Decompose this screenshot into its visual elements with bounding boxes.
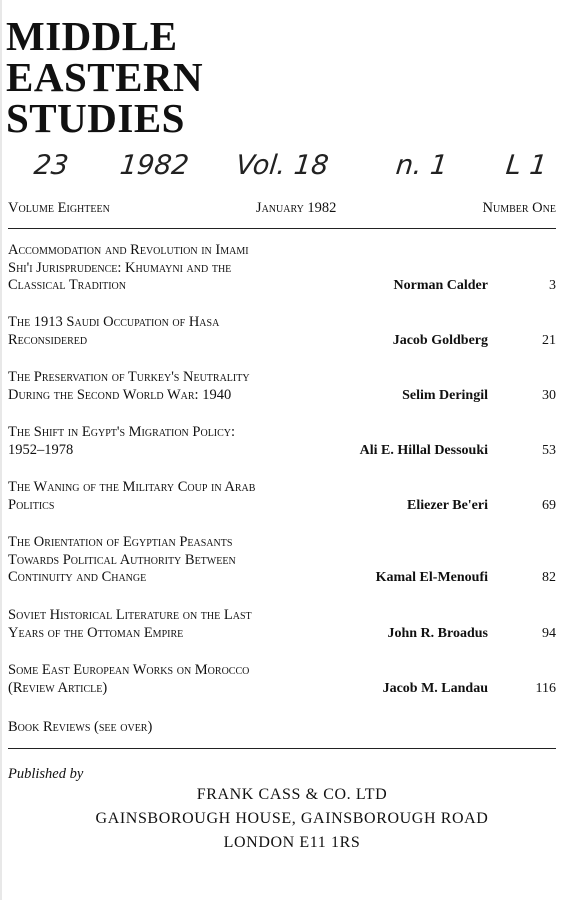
article-page: 30 — [542, 387, 556, 403]
toc-entry — [8, 479, 568, 514]
article-author: Selim Deringil — [402, 387, 488, 403]
article-page: 82 — [542, 570, 556, 585]
publisher-city: LONDON E11 1RS — [223, 834, 361, 851]
article-author: Jacob Goldberg — [392, 332, 488, 348]
article-title: Soviet Historical Literature on the Last Years of the Ottoman Empire — [8, 607, 252, 641]
journal-title — [6, 13, 204, 141]
article-page: 116 — [535, 680, 556, 696]
toc-entry — [8, 662, 568, 697]
handwritten-note-part: L 1 — [504, 150, 549, 181]
journal-title-line: EASTERN — [6, 54, 204, 100]
article-title: The Shift in Egypt's Migration Policy: 1952–1978 — [8, 424, 236, 458]
book-reviews-note: Book Reviews (see over) — [8, 719, 153, 735]
toc-entry — [8, 242, 568, 295]
article-title: Accommodation and Revolution in Imami Shi'i Jurisprudence: Khumayni and the Classical Tradition — [8, 242, 249, 293]
article-author: Eliezer Be'eri — [407, 497, 488, 513]
article-page: 94 — [542, 625, 556, 641]
issue-number: Number One — [482, 200, 556, 216]
article-page: 3 — [549, 278, 556, 293]
article-title: The 1913 Saudi Occupation of Hasa Reconsidered — [8, 314, 220, 348]
volume-label: Volume Eighteen — [8, 200, 110, 216]
article-page: 53 — [542, 442, 556, 458]
publisher-name: FRANK CASS & CO. LTD — [196, 786, 388, 803]
journal-title-line: STUDIES — [6, 95, 185, 141]
handwritten-note — [0, 150, 584, 190]
publisher-address: GAINSBOROUGH HOUSE, GAINSBOROUGH ROAD — [95, 810, 489, 827]
article-page: 69 — [542, 497, 556, 513]
divider — [8, 228, 556, 229]
journal-title-line: MIDDLE — [6, 13, 178, 59]
toc-entry — [8, 607, 568, 642]
article-title: The Orientation of Egyptian Peasants Towards Political Authority Between Continuity and Change — [8, 534, 236, 585]
toc-entry — [8, 424, 568, 459]
handwritten-note-part: Vol. 18 — [234, 150, 331, 181]
issue-line — [8, 200, 556, 217]
toc-entry — [8, 369, 568, 404]
article-title: Some East European Works on Morocco (Review Article) — [8, 662, 250, 696]
article-author: John R. Broadus — [387, 625, 488, 641]
article-author: Ali E. Hillal Dessouki — [359, 442, 488, 458]
article-title: The Waning of the Military Coup in Arab Politics — [8, 479, 256, 513]
published-by-label: Published by — [8, 766, 84, 782]
handwritten-note-part: 23 — [32, 150, 70, 181]
issue-date: January 1982 — [255, 200, 337, 216]
article-page: 21 — [542, 332, 556, 348]
article-author: Kamal El-Menoufi — [375, 570, 488, 585]
handwritten-note-part: 1982 — [118, 150, 191, 181]
toc-entry — [8, 534, 568, 587]
article-author: Jacob M. Landau — [382, 680, 488, 696]
toc-entry — [8, 314, 568, 349]
article-author: Norman Calder — [393, 278, 488, 293]
divider — [8, 748, 556, 749]
article-title: The Preservation of Turkey's Neutrality During the Second World War: 1940 — [8, 369, 250, 403]
page-edge — [0, 0, 2, 900]
handwritten-note-part: n. 1 — [394, 150, 450, 181]
